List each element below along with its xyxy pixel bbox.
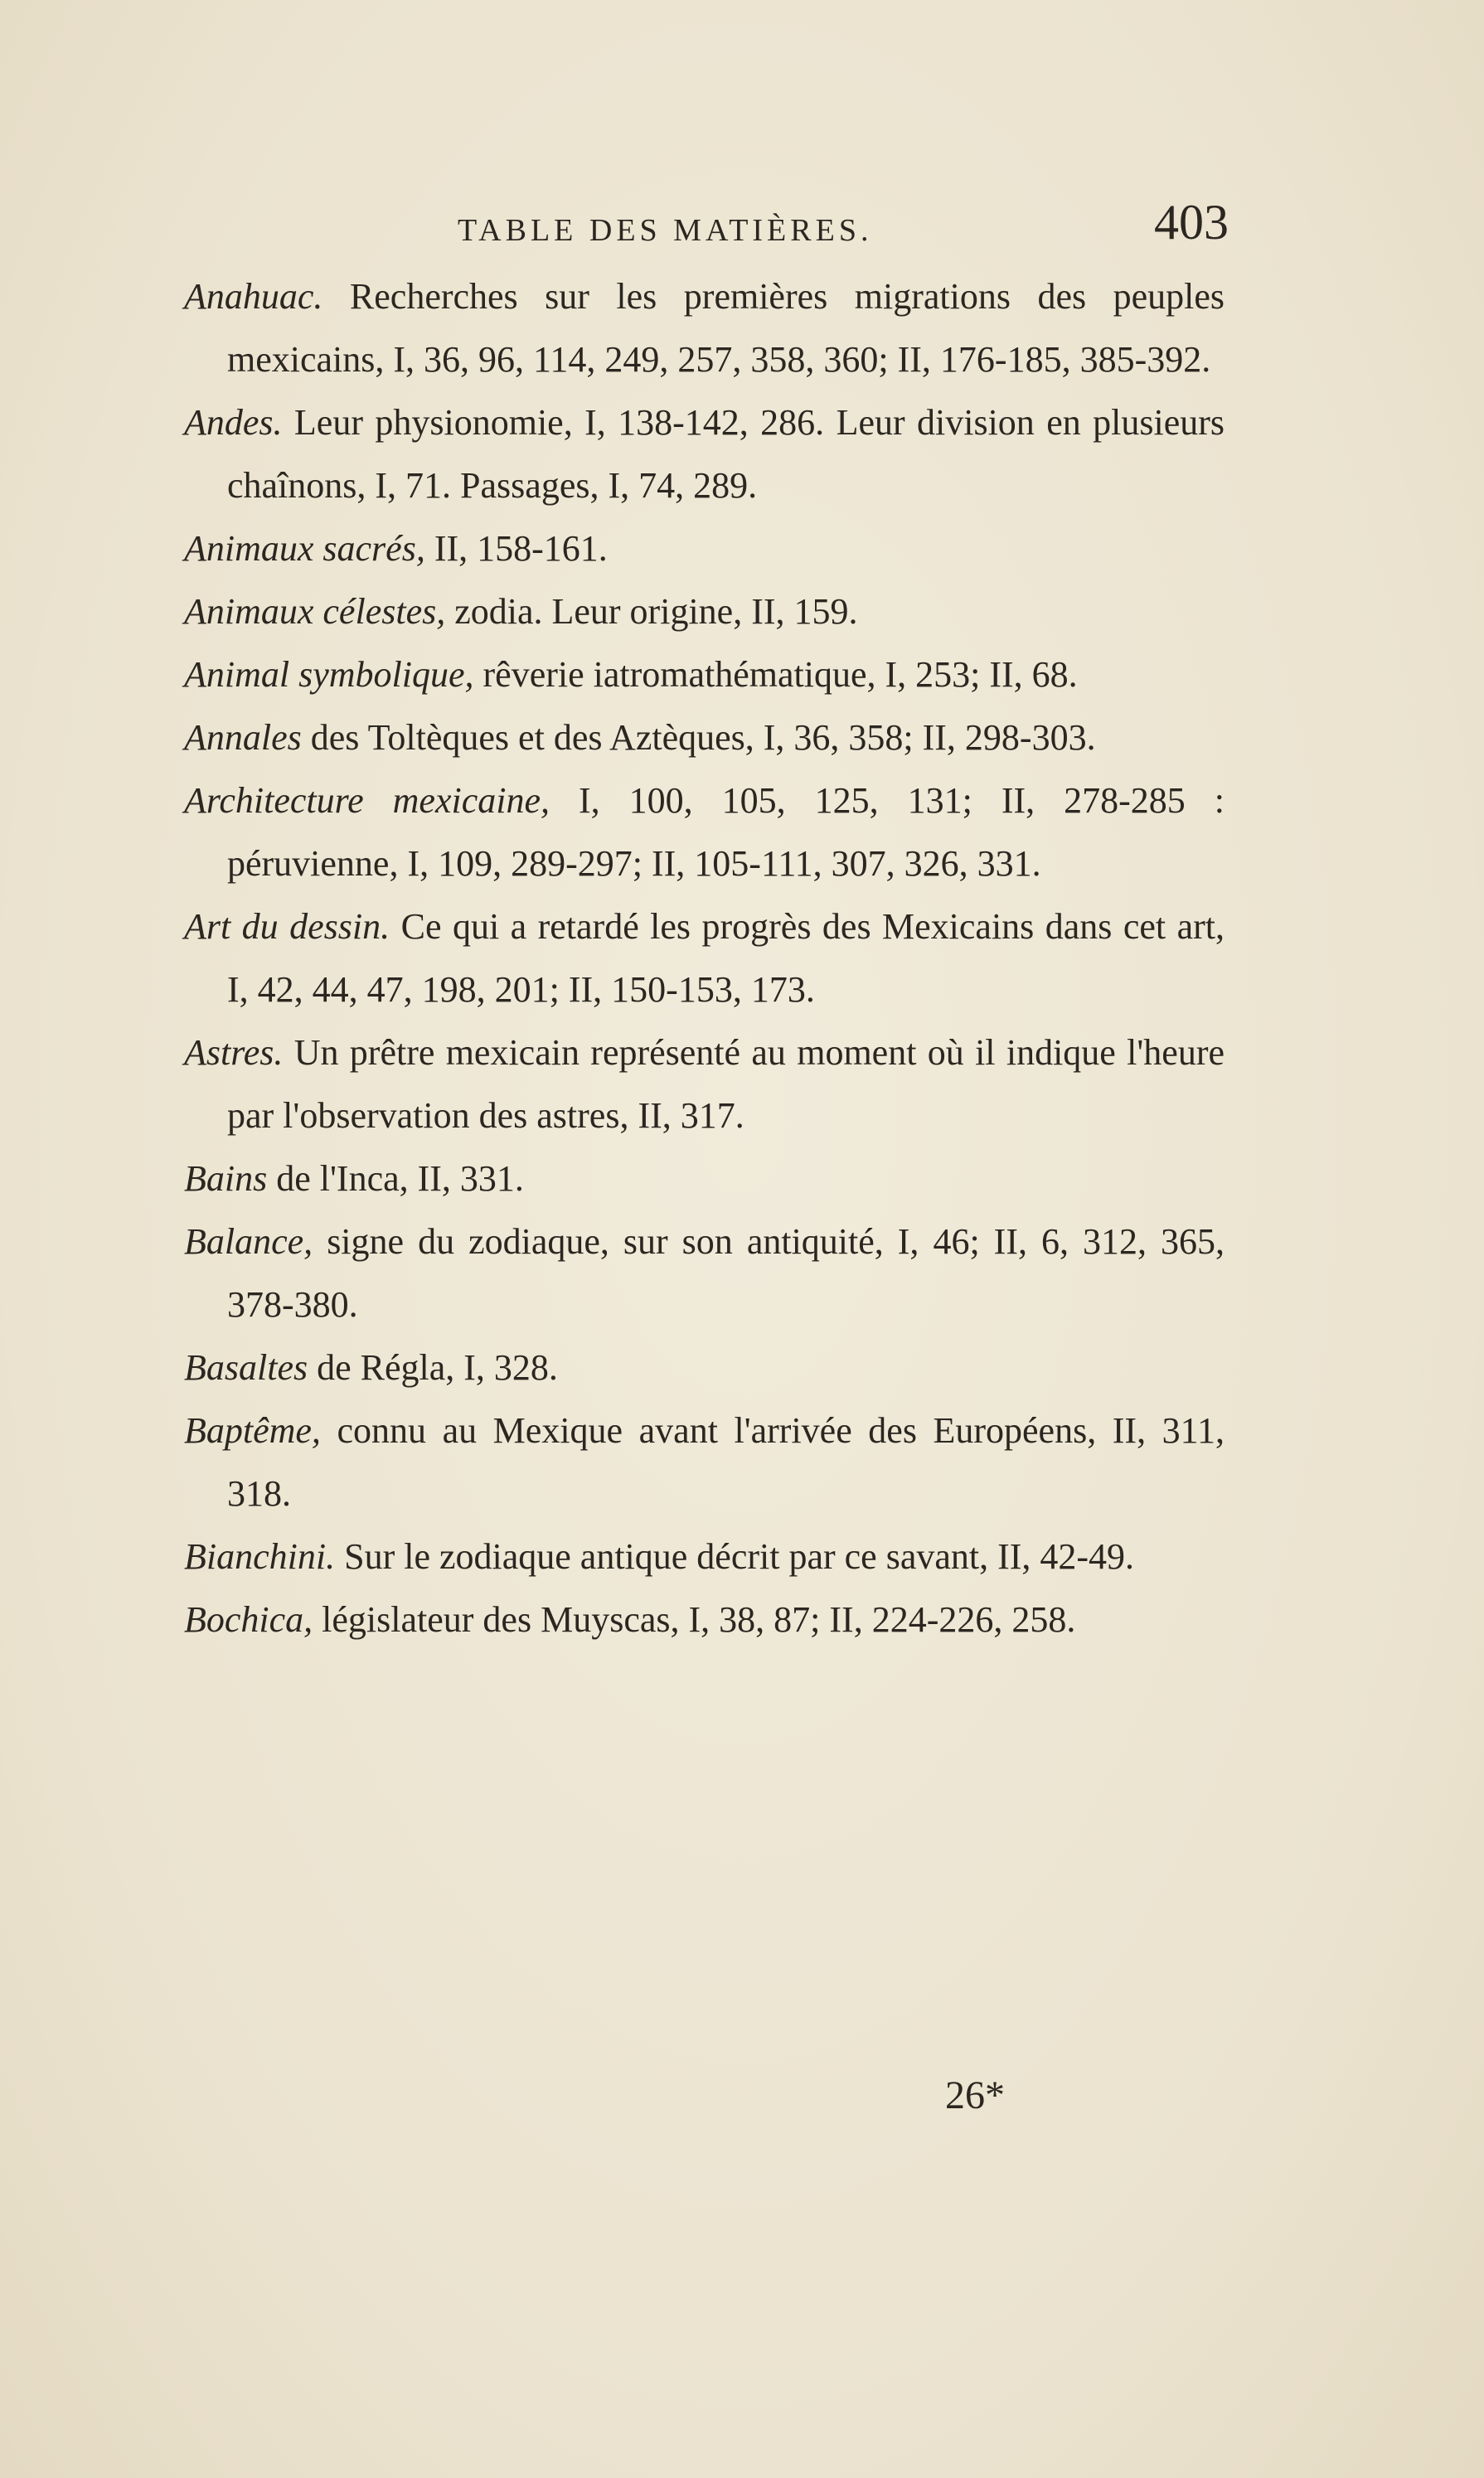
index-entry [184,517,1225,580]
page-number: 403 [1154,195,1229,250]
index-entry [184,265,1225,391]
running-title: TABLE DES MATIÈRES. [458,213,873,248]
index-entry [184,1336,1225,1399]
index-entry [184,1525,1225,1588]
index-text: rêverie iatromathématique, I, 253; II, 68. [483,654,1078,695]
index-term: Art du dessin. [184,906,390,947]
index-term: Bianchini. [184,1536,336,1577]
index-text: Sur le zodiaque antique décrit par ce savant, II, 42-49. [344,1536,1135,1577]
index-term: Bains [184,1158,268,1199]
index-text: zodia. Leur origine, II, 159. [454,591,858,632]
index-text: connu au Mexique avant l'arrivée des Européens, II, 311, 318. [227,1410,1225,1514]
index-entry [184,1147,1225,1210]
index-text: des Toltèques et des Aztèques, I, 36, 358; II, 298-303. [310,717,1096,758]
index-text: de Régla, I, 328. [317,1347,558,1388]
index-entry [184,1021,1225,1147]
index-term: Annales [184,717,302,758]
index-text: de l'Inca, II, 331. [276,1158,524,1199]
index-term: Anahuac. [184,276,323,317]
index-term: Astres. [184,1032,284,1073]
running-header [184,187,1229,262]
index-term: Animaux sacrés, [184,528,425,569]
index-text: Recherches sur les premières migrations des peuples mexicains, I, 36, 96, 114, 249, 257, 358, 360; II, 176-185, 385-392. [227,276,1225,380]
index-term: Architecture mexicaine, [184,780,550,821]
index-term: Animal symbolique, [184,654,474,695]
index-term: Basaltes [184,1347,308,1388]
index-text: Ce qui a retardé les progrès des Mexicains dans cet art, I, 42, 44, 47, 198, 201; II, 150-153, 173. [227,906,1225,1010]
index-term: Baptême, [184,1410,321,1451]
signature-mark: 26* [945,2073,1005,2117]
index-text: I, 100, 105, 125, 131; II, 278-285 : péruvienne, I, 109, 289-297; II, 105-111, 307, 326, 331. [227,780,1225,884]
index-term: Andes. [184,402,283,443]
index-entry [184,895,1225,1021]
index-entry [184,706,1225,769]
index-text: signe du zodiaque, sur son antiquité, I, 46; II, 6, 312, 365, 378-380. [227,1221,1225,1325]
index-text: II, 158-161. [434,528,608,569]
index-text: Leur physionomie, I, 138-142, 286. Leur division en plusieurs chaînons, I, 71. Passages, I, 74, 289. [227,402,1225,506]
index-entry [184,1399,1225,1525]
index-text: législateur des Muyscas, I, 38, 87; II, 224-226, 258. [322,1599,1076,1640]
index-term: Bochica, [184,1599,313,1640]
index-entry [184,643,1225,706]
index-text: Un prêtre mexicain représenté au moment où il indique l'heure par l'observation des astres, II, 317. [227,1032,1225,1136]
index-term: Animaux célestes, [184,591,446,632]
index-entry [184,769,1225,895]
index-entry [184,580,1225,643]
index-entries [184,265,1225,1651]
index-entry [184,391,1225,517]
index-entry [184,1210,1225,1336]
index-term: Balance, [184,1221,313,1262]
index-entry [184,1588,1225,1651]
